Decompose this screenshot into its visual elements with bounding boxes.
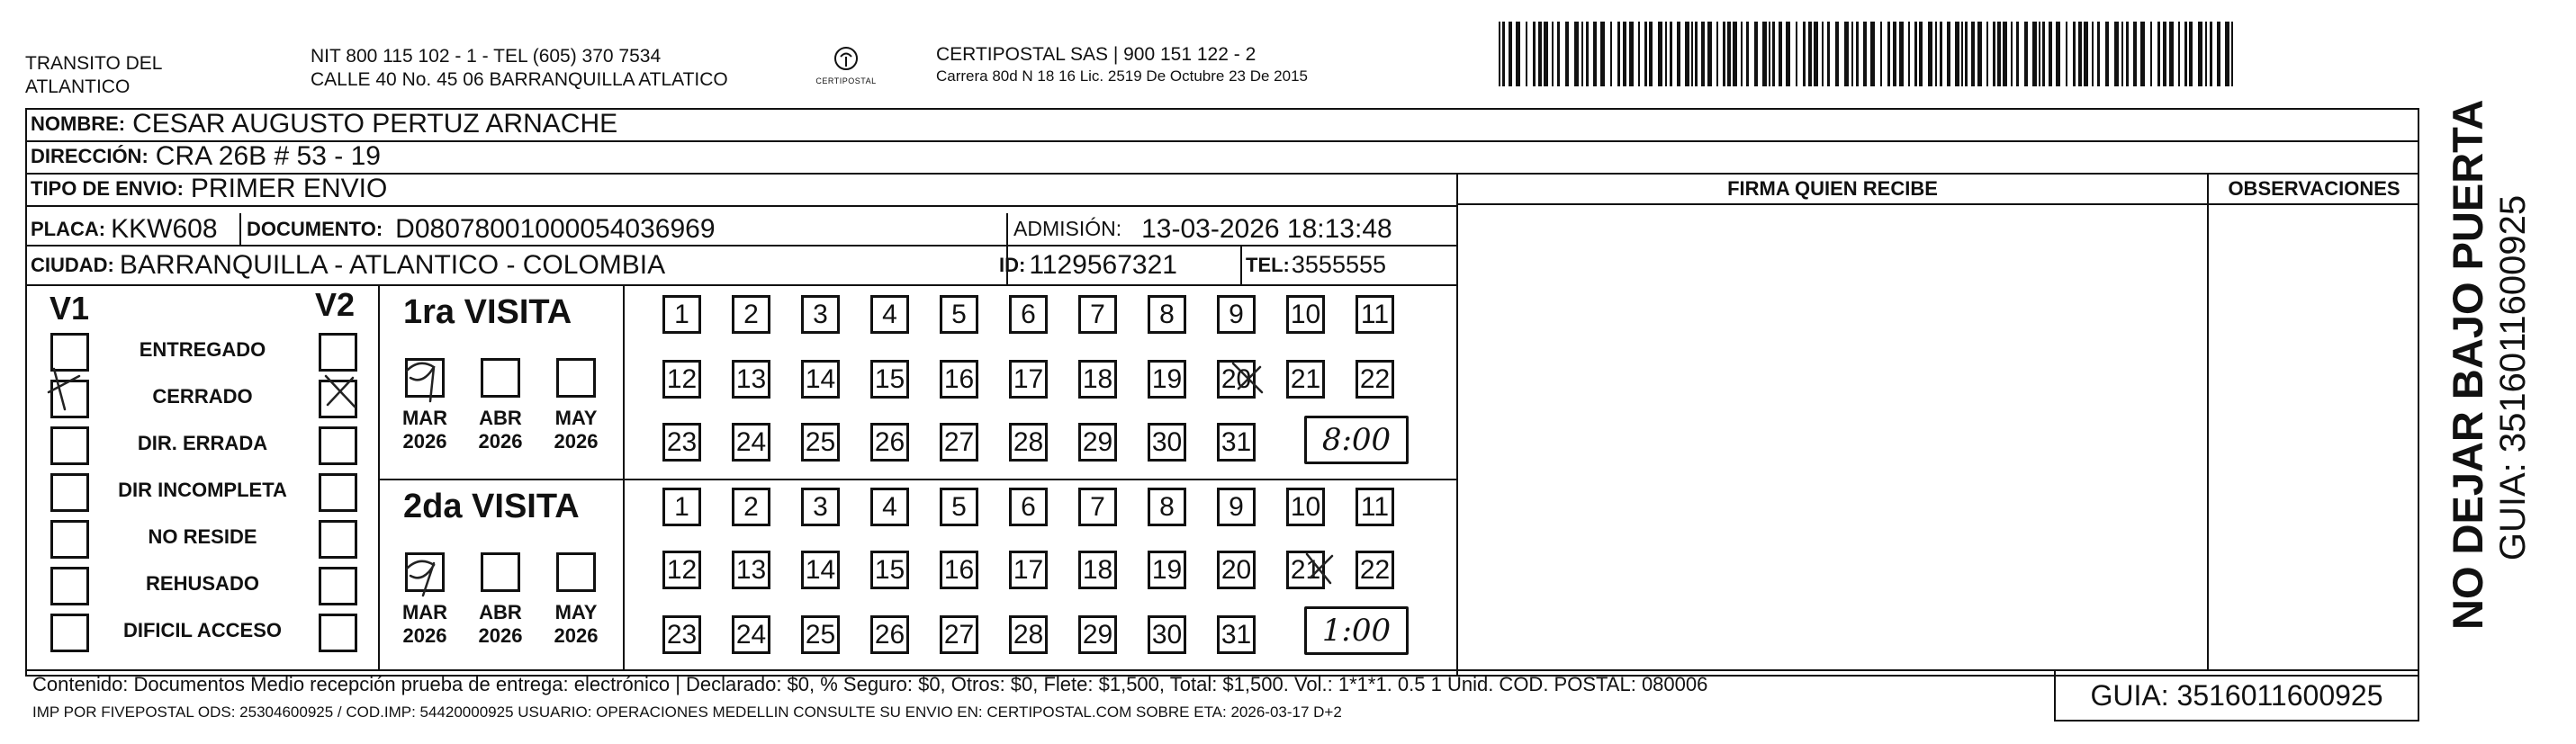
barcode-bar [1600,22,1605,86]
time-second-value: 1:00 [1321,613,1392,649]
barcode-bar [2198,22,2202,86]
v1-checkbox[interactable] [50,473,89,512]
barcode-bar [1762,22,1767,86]
barcode-bar [2078,22,2082,86]
admision-value: 13-03-2026 18:13:48 [1141,213,1392,244]
day-box[interactable]: 18 [1078,360,1117,399]
barcode-bar [1623,22,1626,86]
barcode-bar [2003,22,2007,86]
barcode-bar [2073,22,2076,86]
footer-divider [25,669,2232,671]
day-box[interactable]: 8 [1148,295,1186,334]
tipo-envio-row [31,174,387,204]
company-contact [311,45,728,92]
day-box[interactable]: 24 [732,615,770,654]
barcode-bar [1552,22,1554,86]
day-box[interactable]: 27 [940,615,978,654]
day-box[interactable]: 5 [940,295,978,334]
v2-checkbox[interactable] [319,380,357,418]
direccion-value: CRA 26B # 53 - 19 [155,141,381,171]
month-checkbox[interactable] [405,358,445,398]
visit-mid-divider [378,479,1456,480]
barcode-bar [2084,22,2088,86]
barcode-bar [1741,22,1743,86]
documento-value: D08078001000054036969 [395,213,716,244]
id-field [999,246,1177,284]
day-box[interactable]: 12 [662,551,701,589]
barcode-bar [1670,22,1672,86]
day-box[interactable]: 15 [870,551,909,589]
month-year-label [472,601,529,648]
day-box[interactable]: 5 [940,488,978,526]
barcode-bar [1516,22,1520,86]
barcode-bar [1851,22,1853,86]
day-box[interactable]: 31 [1217,615,1256,654]
day-box[interactable]: 1 [662,295,701,334]
day-box[interactable]: 2 [732,488,770,526]
day-box[interactable]: 1 [662,488,701,526]
barcode-bar [2133,22,2137,86]
barcode-bar [2189,22,2193,86]
barcode-bar [1733,22,1737,86]
day-box[interactable]: 7 [1078,488,1117,526]
admision-field [1013,213,1392,245]
tipo-envio-value: PRIMER ENVIO [190,174,388,203]
day-box[interactable]: 24 [732,423,770,462]
v2-checkbox[interactable] [319,426,357,465]
barcode-bar [2225,22,2229,86]
year-label: 2026 [402,624,447,647]
day-box[interactable]: 2 [732,295,770,334]
barcode-bar [2178,22,2180,86]
barcode-bar [1993,22,1995,86]
row-divider [25,284,1456,286]
month-year-label [547,407,605,453]
barcode-bar [1803,22,1806,86]
second-visit-title: 2da VISITA [403,488,580,525]
day-box[interactable]: 22 [1356,551,1394,589]
status-label: REHUSADO [146,572,259,595]
day-box[interactable]: 14 [801,360,840,399]
barcode-bar [1685,22,1689,86]
day-box[interactable]: 30 [1148,615,1186,654]
placa-value: KKW608 [111,213,218,244]
barcode-bar [2121,22,2123,86]
id-value: 1129567321 [1029,249,1177,280]
barcode-bar [2205,22,2207,86]
barcode-bar [1961,22,1963,86]
barcode-bar [1870,22,1875,86]
tipo-envio-label: TIPO DE ENVIO: [31,177,184,200]
barcode-bar [1533,22,1536,86]
barcode-bar [1808,22,1812,86]
barcode-bar [1617,22,1620,86]
barcode-bar [1928,22,1932,86]
barcode-bar [1658,22,1662,86]
day-box[interactable]: 26 [870,615,909,654]
direccion-row [31,141,381,172]
time-box-second [1304,606,1409,655]
ciudad-field [31,246,665,284]
day-box[interactable]: 25 [801,423,840,462]
day-box[interactable]: 19 [1148,551,1186,589]
barcode-bar [2157,22,2160,86]
day-box[interactable]: 23 [662,423,701,462]
day-box[interactable]: 3 [801,295,840,334]
barcode-bar [2097,22,2100,86]
day-box[interactable]: 30 [1148,423,1186,462]
day-box[interactable]: 9 [1217,295,1256,334]
day-box[interactable]: 23 [662,615,701,654]
barcode-bar [1509,22,1512,86]
day-box[interactable]: 16 [940,360,978,399]
barcode-bar [2039,22,2040,86]
v1-checkbox[interactable] [50,614,89,652]
barcode-bar [1856,22,1859,86]
day-box[interactable]: 18 [1078,551,1117,589]
tel-field [1246,246,1386,284]
v2-checkbox[interactable] [319,473,357,512]
month-checkbox[interactable] [556,358,596,398]
month-year-label [547,601,605,648]
imp-line: IMP POR FIVEPOSTAL ODS: 25304600925 / COD.IMP: 54420000925 USUARIO: OPERACIONES MEDELLIN CONSULTE SU ENVIO EN: CERTIPOSTAL.COM SOBRE ETA: 2026-03-17 D+2 [32,704,1342,721]
v2-checkbox[interactable] [319,567,357,605]
barcode-bar [1880,22,1882,86]
placa-label: PLACA: [31,217,106,240]
carrier-info [936,43,1308,86]
barcode-bar [1908,22,1910,86]
barcode-bar [1769,22,1770,86]
barcode-bar [1649,22,1653,86]
first-visit-title: 1ra VISITA [403,293,572,331]
day-box[interactable]: 10 [1286,488,1325,526]
year-label: 2026 [554,430,599,453]
barcode-bar [1754,22,1758,86]
barcode-bar [2184,22,2187,86]
year-label: 2026 [478,624,523,647]
barcode-bar [1593,22,1597,86]
v1-checkbox[interactable] [50,520,89,559]
barcode-bar [2231,22,2233,86]
day-box[interactable]: 10 [1286,295,1325,334]
side-guia-text: GUIA: 3516011600925 [2493,194,2533,561]
firma-quien-recibe-label: FIRMA QUIEN RECIBE [1727,177,1938,200]
status-label: ENTREGADO [139,338,266,361]
no-dejar-bajo-puerta-text: NO DEJAR BAJO PUERTA [2444,99,2491,630]
company-line2: ATLANTICO [25,76,131,97]
month-label: MAR [401,407,448,429]
barcode-bar [1827,22,1830,86]
day-box[interactable]: 6 [1009,488,1048,526]
carrier-address: Carrera 80d N 18 16 Lic. 2519 De Octubre 23 De 2015 [936,67,1308,85]
day-box[interactable]: 14 [801,551,840,589]
year-label: 2026 [554,624,599,647]
day-box[interactable]: 22 [1356,360,1394,399]
barcode-bar [2163,22,2166,86]
nombre-row [31,109,617,139]
time-box-first [1304,416,1409,464]
day-box[interactable]: 27 [940,423,978,462]
observaciones-label: OBSERVACIONES [2228,177,2400,200]
barcode-bar [1779,22,1782,86]
barcode-bar [1887,22,1890,86]
documento-label: DOCUMENTO: [247,217,383,240]
nit-line: NIT 800 115 102 - 1 - TEL (605) 370 7534 [311,46,662,67]
certipostal-logo [810,45,882,85]
barcode-bar [1893,22,1896,86]
barcode-bar [1997,22,2001,86]
day-box[interactable]: 11 [1356,488,1394,526]
day-box[interactable]: 20 [1217,360,1256,399]
barcode-bar [2126,22,2129,86]
barcode-bar [1986,22,1988,86]
barcode-image [1499,22,2237,86]
barcode-bar [1716,22,1718,86]
barcode-bar [1835,22,1839,86]
barcode-bar [1971,22,1975,86]
barcode-bar [1691,22,1693,86]
barcode-bar [1499,22,1500,86]
barcode-bar [2114,22,2119,86]
status-label: NO RESIDE [148,525,257,548]
v2-checkbox[interactable] [319,333,357,372]
day-box[interactable]: 17 [1009,551,1048,589]
company-line1: TRANSITO DEL [25,53,163,74]
v2-checkbox[interactable] [319,614,357,652]
tel-divider [1240,245,1242,284]
day-box[interactable]: 3 [801,488,840,526]
barcode-bar [1746,22,1749,86]
day-box[interactable]: 15 [870,360,909,399]
day-box[interactable]: 26 [870,423,909,462]
barcode-bar [1526,22,1527,86]
month-checkbox[interactable] [556,552,596,592]
barcode-bar [1796,22,1797,86]
status-label: DIR. ERRADA [137,432,268,454]
barcode-bar [1665,22,1667,86]
day-box[interactable]: 13 [732,360,770,399]
barcode-bar [1638,22,1640,86]
barcode-bar [1863,22,1867,86]
day-box[interactable]: 9 [1217,488,1256,526]
barcode-bar [1701,22,1705,86]
side-notice [2430,99,2547,630]
day-box[interactable]: 6 [1009,295,1048,334]
barcode-bar [2056,22,2060,86]
status-label: CERRADO [152,385,253,408]
day-box[interactable]: 13 [732,551,770,589]
month-label: ABR [479,601,522,623]
direccion-label: DIRECCIÓN: [31,145,149,167]
ciudad-label: CIUDAD: [31,253,114,276]
barcode-bar [2016,22,2019,86]
row-divider [1456,203,2419,205]
barcode-bar [1586,22,1589,86]
month-checkbox[interactable] [405,552,445,592]
barcode-bar [2169,22,2174,86]
firma-left-divider [1456,173,1458,677]
row-divider [25,140,2419,142]
ciudad-value: BARRANQUILLA - ATLANTICO - COLOMBIA [119,249,666,280]
nombre-label: NOMBRE: [31,112,126,135]
company-name [25,52,162,99]
barcode-bar [1574,22,1579,86]
logo-icon [833,45,860,72]
year-label: 2026 [478,430,523,453]
documento-field [247,213,716,245]
carrier-line: CERTIPOSTAL SAS | 900 151 122 - 2 [936,44,1256,65]
barcode-bar [1822,22,1824,86]
day-box[interactable]: 20 [1217,551,1256,589]
barcode-bar [1544,22,1548,86]
day-box[interactable]: 17 [1009,360,1048,399]
barcode-bar [2011,22,2013,86]
time-first-value: 8:00 [1321,422,1392,458]
month-year-label [472,407,529,453]
tel-value: 3555555 [1291,251,1387,278]
barcode-bar [1814,22,1818,86]
barcode-bar [1557,22,1560,86]
barcode-bar [2140,22,2145,86]
day-box[interactable]: 28 [1009,423,1048,462]
placa-divider [239,213,241,245]
day-box[interactable]: 29 [1078,423,1117,462]
year-label: 2026 [402,430,447,453]
barcode-bar [1723,22,1725,86]
day-box[interactable]: 16 [940,551,978,589]
month-year-label [396,407,454,453]
barcode-bar [1844,22,1849,86]
barcode-bar [1919,22,1923,86]
barcode-bar [1786,22,1790,86]
barcode-bar [2150,22,2152,86]
month-label: ABR [479,407,522,429]
guia-box: GUIA: 3516011600925 [2054,669,2419,722]
barcode-bar [2042,22,2045,86]
day-box[interactable]: 12 [662,360,701,399]
barcode-bar [1610,22,1612,86]
nombre-value: CESAR AUGUSTO PERTUZ ARNACHE [132,109,618,139]
placa-field [31,213,218,245]
barcode-bar [2105,22,2109,86]
barcode-bar [1707,22,1712,86]
barcode-bar [1695,22,1698,86]
day-box[interactable]: 7 [1078,295,1117,334]
month-label: MAY [554,407,598,429]
barcode-bar [2049,22,2052,86]
month-label: MAR [401,601,448,623]
barcode-bar [1977,22,1982,86]
barcode-bar [1538,22,1542,86]
address-line: CALLE 40 No. 45 06 BARRANQUILLA ATLATICO [311,69,728,90]
barcode-bar [2217,22,2220,86]
barcode-bar [2210,22,2212,86]
admision-label: ADMISIÓN: [1013,217,1122,240]
day-box[interactable]: 4 [870,295,909,334]
barcode-bar [1947,22,1950,86]
v1-checkbox[interactable] [50,333,89,372]
barcode-bar [1899,22,1904,86]
barcode-bar [1502,22,1505,86]
visit-left-divider [378,284,380,669]
month-checkbox[interactable] [481,358,520,398]
barcode-bar [1935,22,1937,86]
barcode-bar [1565,22,1569,86]
barcode-bar [2032,22,2037,86]
day-box[interactable]: 4 [870,488,909,526]
row-divider [25,205,1456,207]
day-box[interactable]: 19 [1148,360,1186,399]
day-box[interactable]: 21 [1286,360,1325,399]
barcode-bar [1677,22,1680,86]
day-box[interactable]: 29 [1078,615,1117,654]
barcode-bar [1629,22,1634,86]
barcode-bar [1965,22,1968,86]
barcode-bar [1644,22,1647,86]
day-box[interactable]: 31 [1217,423,1256,462]
month-year-label [396,601,454,648]
v1-label: V1 [50,290,90,327]
barcode-bar [1772,22,1775,86]
month-label: MAY [554,601,598,623]
barcode-bar [1940,22,1942,86]
barcode-bar [2092,22,2094,86]
v2-checkbox[interactable] [319,520,357,559]
barcode-bar [1955,22,1959,86]
barcode-bar [2066,22,2067,86]
v1-checkbox[interactable] [50,567,89,605]
status-label: DIFICIL ACCESO [122,619,282,641]
day-box[interactable]: 11 [1356,295,1394,334]
logo-text: CERTIPOSTAL [815,76,877,85]
id-label: ID: [999,253,1026,276]
day-box[interactable]: 25 [801,615,840,654]
contenido-line: Contenido: Documentos Medio recepción prueba de entrega: electrónico | Declarado: $0, % Seguro: $0, Otros: $0, Flete: $1,500, Total: $1,500. Vol.: 1*1*1. 0.5 1 Unid. COD. POSTAL: 080006 [32,673,1708,695]
v2-label: V2 [315,286,356,323]
day-box[interactable]: 21 [1286,551,1325,589]
v1-checkbox[interactable] [50,380,89,418]
v1-checkbox[interactable] [50,426,89,465]
day-box[interactable]: 28 [1009,615,1048,654]
barcode-bar [1914,22,1917,86]
observaciones-divider [2207,173,2209,671]
month-checkbox[interactable] [481,552,520,592]
calendar-left-divider [623,284,625,669]
barcode-bar [1581,22,1583,86]
status-label: DIR INCOMPLETA [118,479,287,501]
barcode-bar [1727,22,1731,86]
barcode-bar [2024,22,2028,86]
day-box[interactable]: 8 [1148,488,1186,526]
barcode [1499,22,2237,86]
tel-label: TEL: [1246,253,1290,276]
